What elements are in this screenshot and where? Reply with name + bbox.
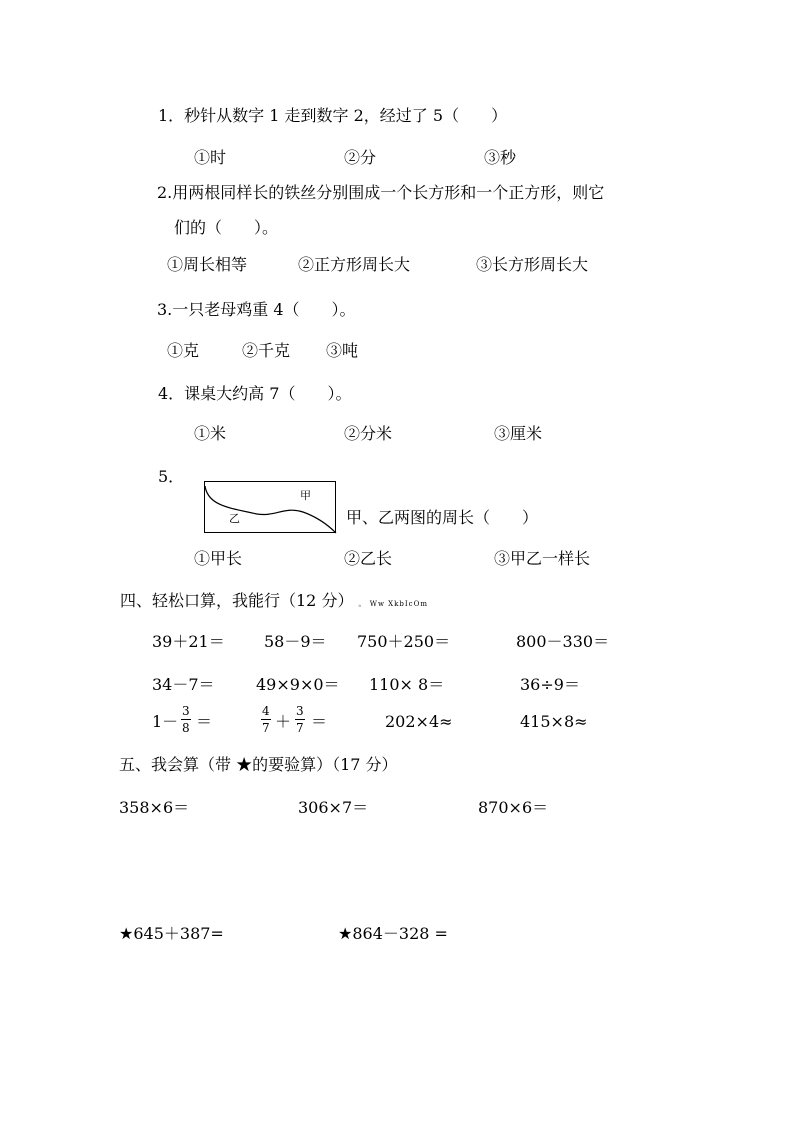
section5-title: 五、我会算（带 ★的要验算）（17 分）	[119, 755, 398, 774]
mental-math-3-2-op: ＋	[275, 712, 292, 731]
q4-option-1: ①米	[194, 424, 227, 443]
fraction-numerator: 4	[262, 704, 270, 718]
q5-label-yi: 乙	[229, 512, 240, 525]
q1-option-3: ③秒	[484, 148, 517, 167]
mental-math-1-4: 800－330＝	[516, 632, 610, 651]
section4-title	[120, 593, 428, 609]
q3-stem: 3.一只老母鸡重 4（ ）。	[157, 300, 356, 319]
mental-math-1-1: 39＋21＝	[152, 632, 225, 651]
fraction-numerator: 3	[296, 704, 304, 718]
mental-math-3-1-suffix: ＝	[196, 712, 213, 731]
mental-math-3-1-prefix: 1－	[152, 712, 179, 731]
q5-option-2: ②乙长	[344, 549, 393, 568]
q2-option-3: ③长方形周长大	[476, 255, 589, 274]
mental-math-3-2-suffix: ＝	[311, 712, 328, 731]
q3-option-1: ①克	[167, 341, 200, 360]
written-calc-3: 870×6＝	[478, 798, 549, 817]
q2-option-2: ②正方形周长大	[298, 255, 411, 274]
q5-option-1: ①甲长	[194, 549, 243, 568]
q5-number: 5．	[158, 467, 185, 486]
q4-stem: 4．课桌大约高 7（ ）。	[158, 384, 352, 403]
mental-math-2-2: 49×9×0＝	[256, 675, 340, 694]
mental-math-1-2: 58－9＝	[264, 632, 327, 651]
written-calc-verify-2: ★864－328 =	[338, 924, 448, 943]
q2-option-1: ①周长相等	[167, 255, 248, 274]
mental-math-1-3: 750＋250＝	[357, 632, 451, 651]
q1-option-2: ②分	[344, 148, 377, 167]
written-calc-1: 358×6＝	[119, 798, 190, 817]
q1-stem: 1．秒针从数字 1 走到数字 2，经过了 5（ ）	[158, 106, 508, 125]
fraction-numerator: 3	[182, 704, 190, 718]
q5-label-jia: 甲	[300, 489, 311, 502]
written-calc-2: 306×7＝	[298, 798, 369, 817]
mental-math-3-4: 415×8≈	[520, 712, 588, 731]
mental-math-2-3: 110× 8＝	[369, 675, 445, 694]
fraction-4-7	[261, 705, 271, 734]
fraction-denominator: 8	[182, 721, 190, 735]
q5-figure	[204, 481, 336, 533]
q5-stem: 甲、乙两图的周长（ ）	[346, 508, 539, 527]
q5-dividing-curve	[205, 482, 337, 534]
q2-stem-line1: 2.用两根同样长的铁丝分别围成一个长方形和一个正方形，则它	[157, 183, 605, 202]
q1-option-1: ①时	[194, 148, 227, 167]
mental-math-2-1: 34－7＝	[152, 675, 215, 694]
q2-stem-line2: 们的（ ）。	[174, 218, 279, 237]
fraction-denominator: 7	[262, 721, 270, 735]
mental-math-2-4: 36÷9＝	[520, 675, 580, 694]
q3-option-3: ③吨	[326, 341, 359, 360]
written-calc-verify-1: ★645＋387=	[119, 924, 224, 943]
mental-math-3-3: 202×4≈	[385, 712, 453, 731]
section4-title-text: 四、轻松口算，我能行（12 分）	[120, 591, 354, 610]
q3-option-2: ②千克	[242, 341, 291, 360]
fraction-3-8	[181, 705, 191, 734]
q5-option-3: ③甲乙一样长	[494, 549, 591, 568]
section4-watermark: 。 Ww XkbIcOm	[358, 600, 428, 608]
fraction-denominator: 7	[296, 721, 304, 735]
fraction-3-7	[295, 705, 305, 734]
q4-option-2: ②分米	[344, 424, 393, 443]
q4-option-3: ③厘米	[494, 424, 543, 443]
